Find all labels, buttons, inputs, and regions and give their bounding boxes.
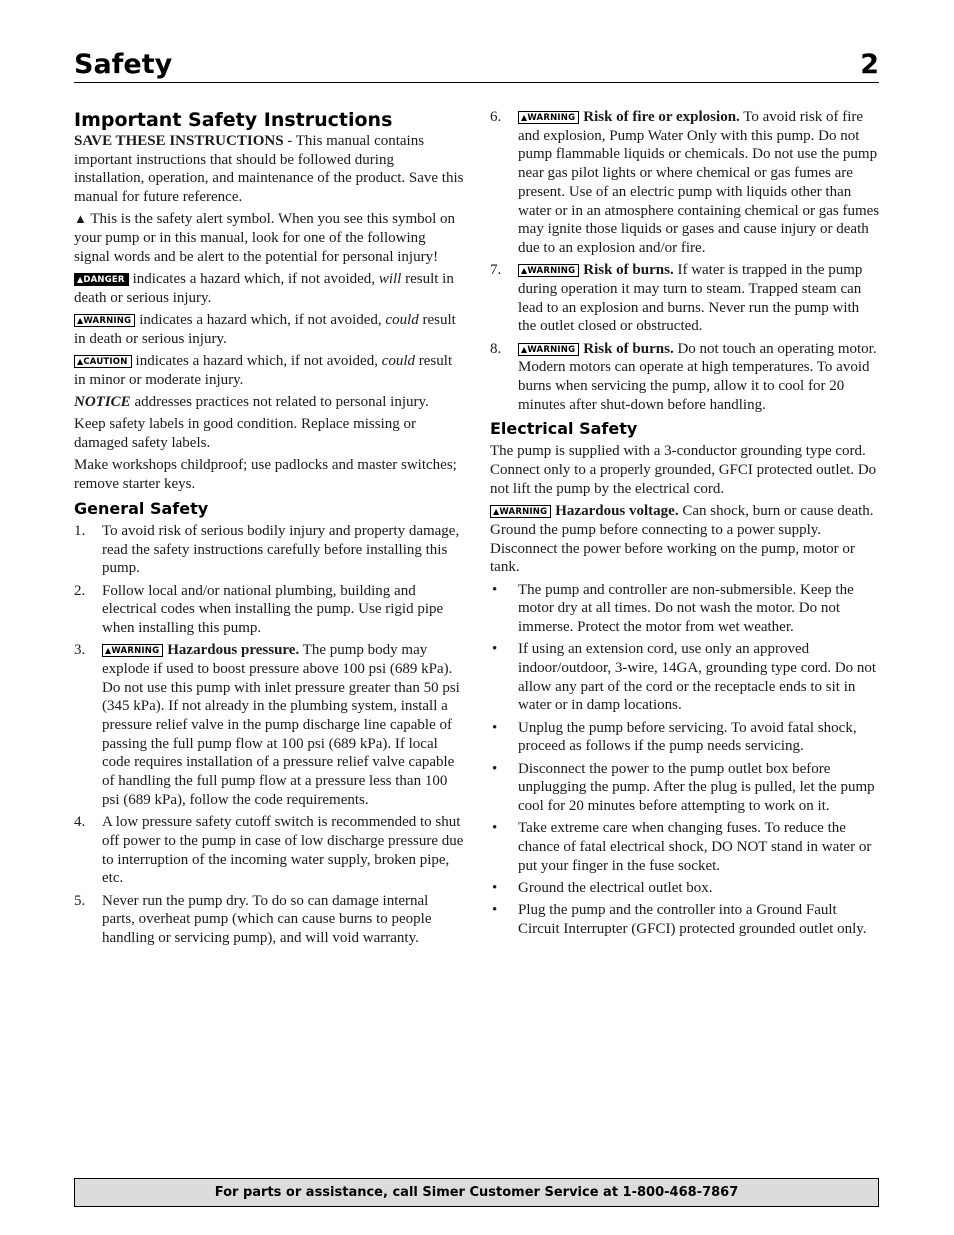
list-item-text: Unplug the pump before servicing. To avoid fatal shock, proceed as follows if the pump needs servicing. — [518, 719, 857, 755]
hazard-title: Hazardous pressure. — [167, 642, 300, 659]
caution-signal-badge — [74, 355, 132, 368]
save-instructions-paragraph — [74, 132, 464, 207]
list-number: 4. — [74, 814, 86, 831]
bullet-icon: • — [492, 902, 498, 919]
list-item — [490, 819, 880, 875]
list-number: 8. — [490, 340, 502, 357]
list-item — [490, 340, 880, 415]
electrical-safety-bullets — [490, 581, 880, 939]
warning-label: WARNING — [111, 646, 160, 657]
hazardous-voltage-paragraph — [490, 502, 880, 577]
warning-emphasis: could — [385, 312, 419, 329]
danger-text: indicates a hazard which, if not avoided, — [132, 271, 379, 288]
list-item — [74, 892, 464, 948]
list-item — [490, 640, 880, 715]
list-item — [490, 901, 880, 938]
page-title: Safety — [74, 49, 173, 80]
list-item-text: Plug the pump and the controller into a Ground Fault Circuit Interrupter (GFCI) protected grounded outlet only. — [518, 902, 867, 938]
warning-text: indicates a hazard which, if not avoided, — [139, 312, 386, 329]
danger-label: DANGER — [83, 275, 125, 286]
save-instructions-bold: SAVE THESE INSTRUCTIONS — [74, 133, 284, 149]
footer-text: For parts or assistance, call Simer Customer Service at 1-800-468-7867 — [214, 1185, 739, 1200]
hazard-title: Risk of burns. — [583, 340, 674, 357]
list-number: 6. — [490, 109, 502, 125]
notice-definition — [74, 393, 464, 412]
warning-signal-badge — [490, 505, 551, 518]
bullet-icon: • — [492, 760, 498, 777]
caution-text: indicates a hazard which, if not avoided, — [135, 353, 382, 370]
warning-triangle-icon: ▲ — [521, 344, 528, 354]
warning-signal-badge — [518, 343, 579, 356]
warning-signal-badge — [518, 264, 579, 277]
warning-signal-badge — [518, 111, 579, 124]
list-item-text: To avoid risk of serious bodily injury and property damage, read the safety instructions carefully before installing this pump. — [102, 522, 460, 577]
general-safety-list-continued — [490, 108, 880, 414]
left-column — [74, 108, 464, 951]
list-item — [74, 522, 464, 578]
caution-label: CAUTION — [83, 357, 128, 368]
notice-label: NOTICE — [74, 394, 131, 411]
danger-triangle-icon: ▲ — [77, 275, 84, 285]
save-instructions-text: - This manual contains important instructions that should be followed during installation, operation, and maintenance of the product. Save this manual for future reference. — [74, 133, 464, 206]
page-number: 2 — [860, 49, 879, 80]
page-header — [74, 48, 879, 83]
list-number: 1. — [74, 522, 86, 539]
electrical-intro-paragraph: The pump is supplied with a 3-conductor grounding type cord. Connect only to a properly grounded, GFCI protected outlet. Do not lift the pump by the electrical cord. — [490, 443, 877, 497]
warning-definition — [74, 311, 464, 348]
list-item — [74, 641, 464, 809]
list-item-text: If water is trapped in the pump during operation it may turn to steam. Trapped steam can lead to an explosion and burns. Never run the pump with the outlet closed or obstructed. — [518, 262, 863, 335]
section-heading-electrical-safety: Electrical Safety — [490, 419, 638, 439]
warning-label: WARNING — [83, 316, 132, 327]
warning-triangle-icon: ▲ — [77, 316, 84, 326]
childproof-paragraph: Make workshops childproof; use padlocks and master switches; remove starter keys. — [74, 457, 457, 493]
bullet-icon: • — [492, 641, 498, 658]
list-item — [490, 879, 880, 898]
list-item-text: Do not touch an operating motor. Modern motors can operate at high temperatures. To avoid burns when servicing the pump, allow it to cool for 20 minutes after shut-down before handling. — [518, 340, 877, 413]
list-item — [74, 813, 464, 888]
hazard-title: Hazardous voltage. — [555, 503, 679, 520]
warning-triangle-icon: ▲ — [521, 266, 528, 276]
general-safety-list — [74, 522, 464, 948]
bullet-icon: • — [492, 581, 498, 598]
alert-symbol-text: This is the safety alert symbol. When you see this symbol on your pump or in this manual, look for one of the following signal words and be alert to the potential for personal injury! — [74, 211, 456, 265]
warning-label: WARNING — [527, 266, 576, 277]
list-number: 3. — [74, 642, 86, 659]
list-item-text: To avoid risk of fire and explosion, Pump Water Only with this pump. Do not pump flammable liquids or chemicals. Do not use the pump near gas pilot lights or where chemical or gas fumes are present. Use of an electric pump with liquids other than water or in an atmosphere containing chemical or gas fumes may ignite those liquids or gases and cause injury or death due to an explosion and/or fire. — [518, 109, 880, 256]
caution-definition — [74, 352, 464, 389]
list-item-text: Follow local and/or national plumbing, building and electrical codes when installing the pump. Use rigid pipe when installing this pump. — [102, 582, 444, 636]
warning-signal-badge — [102, 644, 163, 657]
warning-triangle-icon: ▲ — [521, 113, 528, 122]
list-number: 2. — [74, 582, 86, 599]
caution-tail: result in minor or moderate injury. — [74, 353, 453, 388]
list-item-text: A low pressure safety cutoff switch is recommended to shut off power to the pump in case of low discharge pressure due to interruption of the incoming water supply, broken pipe, etc. — [102, 814, 464, 887]
list-item — [490, 261, 880, 336]
right-column — [490, 108, 880, 942]
list-item-text: Take extreme care when changing fuses. To reduce the chance of fatal electrical shock, DO NOT stand in water or put your finger in the fuse socket. — [518, 820, 872, 874]
warning-triangle-icon: ▲ — [493, 507, 500, 517]
hazard-title: Risk of burns. — [583, 262, 674, 279]
warning-triangle-icon: ▲ — [105, 646, 112, 656]
list-item — [74, 582, 464, 638]
warning-signal-badge — [74, 314, 135, 327]
warning-label: WARNING — [499, 507, 548, 518]
bullet-icon: • — [492, 820, 498, 837]
list-item-text: Never run the pump dry. To do so can damage internal parts, overheat pump (which can cause burns to people handling or servicing pump), and will void warranty. — [102, 892, 432, 946]
list-item-text: The pump and controller are non-submersible. Keep the motor dry at all times. Do not wash the motor. Do not immerse. Protect the motor from wet weather. — [518, 581, 854, 635]
bullet-icon: • — [492, 719, 498, 736]
list-item-text: Disconnect the power to the pump outlet box before unplugging the pump. After the plug is pulled, let the pump cool for 20 minutes before attempting to work on it. — [518, 760, 875, 815]
list-item — [490, 719, 880, 756]
danger-definition — [74, 270, 464, 307]
keep-labels-paragraph: Keep safety labels in good condition. Replace missing or damaged safety labels. — [74, 416, 417, 452]
section-heading-important-safety: Important Safety Instructions — [74, 109, 393, 131]
list-item-text: Ground the electrical outlet box. — [518, 880, 713, 897]
warning-tail: result in death or serious injury. — [74, 312, 456, 347]
list-item-text: The pump body may explode if used to boost pressure above 100 psi (689 kPa). Do not use this pump with inlet pressure greater than 50 psi (345 kPa). If not already in the plumbing system, install a pressure relief valve in the pump discharge line capable of passing the full pump flow at 100 psi (689 kPa). If local code requires installation of a pressure relief valve capable of handling the full pump flow at a pressure less than 100 psi (689 kPa), follow the code requirements. — [102, 642, 460, 808]
warning-label: WARNING — [527, 113, 576, 123]
warning-label: WARNING — [527, 344, 576, 355]
section-heading-general-safety: General Safety — [74, 498, 209, 518]
list-item — [490, 108, 880, 258]
danger-emphasis: will — [378, 271, 402, 288]
alert-symbol-paragraph — [74, 210, 464, 266]
list-number: 7. — [490, 262, 502, 279]
list-item — [490, 581, 880, 637]
caution-triangle-icon: ▲ — [77, 357, 84, 367]
danger-signal-badge — [74, 273, 129, 286]
notice-text: addresses practices not related to personal injury. — [130, 394, 429, 411]
bullet-icon: • — [492, 880, 498, 897]
safety-alert-icon: ▲ — [74, 211, 87, 227]
hazardous-voltage-text: Can shock, burn or cause death. Ground the pump before connecting to a power supply. Disconnect the power before working on the pump, motor or tank. — [490, 503, 874, 576]
danger-tail: result in death or serious injury. — [74, 271, 454, 306]
list-item-text: If using an extension cord, use only an approved indoor/outdoor, 3-wire, 14GA, grounding type cord. Do not allow any part of the cord or the receptacle ends to sit in water or in damp locations. — [518, 641, 877, 714]
list-item — [490, 760, 880, 816]
footer-contact-bar — [74, 1178, 879, 1207]
list-number: 5. — [74, 892, 86, 909]
caution-emphasis: could — [381, 353, 416, 370]
hazard-title: Risk of fire or explosion. — [583, 109, 740, 125]
